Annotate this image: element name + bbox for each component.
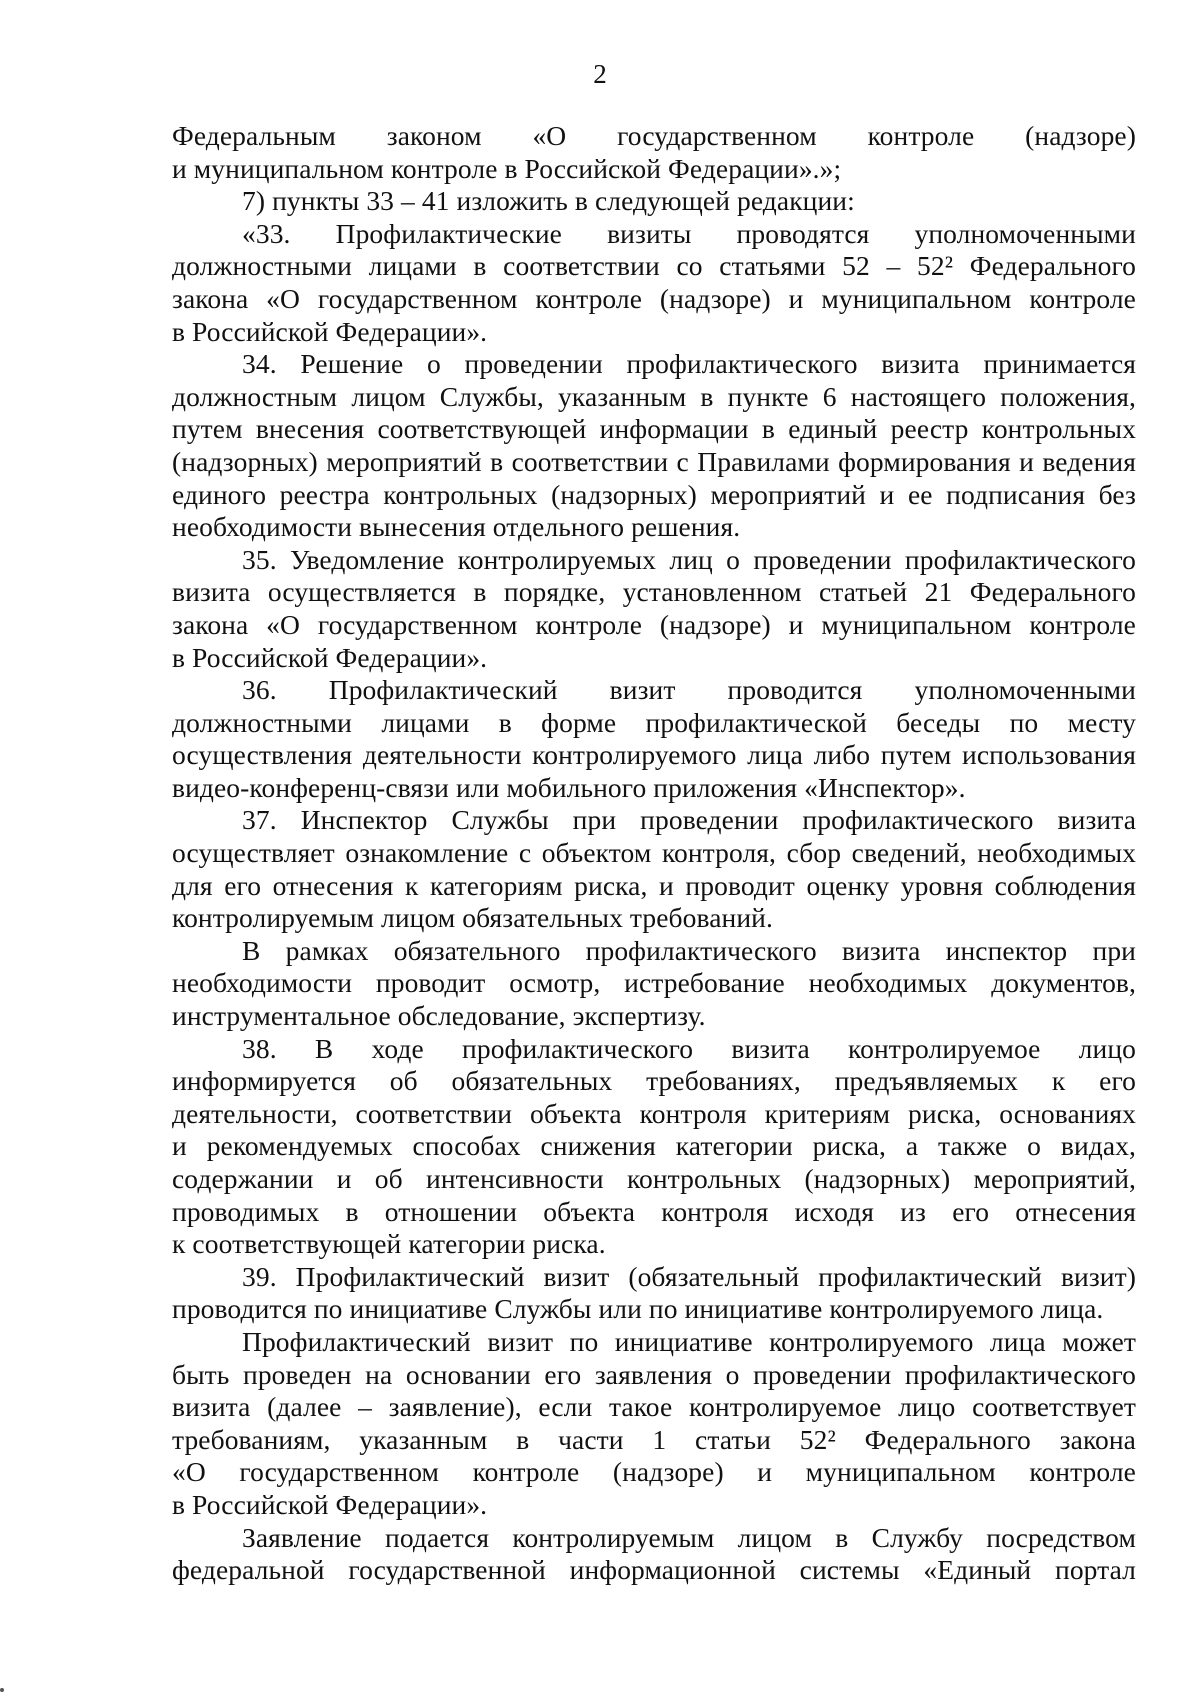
text-line: 36. Профилактический визит проводится уполномоченными <box>242 674 1136 706</box>
text-line: информируется об обязательных требованиях, предъявляемых к его <box>172 1065 1136 1097</box>
text-line: должностным лицом Службы, указанным в пункте 6 настоящего положения, <box>172 380 1136 412</box>
text-line: федеральной государственной информационной системы «Единый портал <box>172 1554 1136 1586</box>
text-line: (надзорных) мероприятий в соответствии с Правилами формирования и ведения <box>172 445 1136 477</box>
text-line: видео-конференц-связи или мобильного приложения «Инспектор». <box>172 771 966 803</box>
text-line: «33. Профилактические визиты проводятся уполномоченными <box>242 217 1136 249</box>
text-line: 35. Уведомление контролируемых лиц о проведении профилактического <box>242 543 1136 575</box>
text-line: должностными лицами в соответствии со статьями 52 – 52² Федерального <box>172 250 1136 282</box>
text-line: единого реестра контрольных (надзорных) мероприятий и ее подписания без <box>172 478 1136 510</box>
text-line: в Российской Федерации». <box>172 641 488 673</box>
text-line: 38. В ходе профилактического визита контролируемое лицо <box>242 1032 1136 1064</box>
text-line: необходимости вынесения отдельного решения. <box>172 511 741 543</box>
page-number: 2 <box>593 59 607 89</box>
text-line: проводимых в отношении объекта контроля исходя из его отнесения <box>172 1195 1136 1227</box>
text-line: 37. Инспектор Службы при проведении профилактического визита <box>242 804 1136 836</box>
text-line: путем внесения соответствующей информации в единый реестр контрольных <box>172 413 1136 445</box>
text-line: проводится по инициативе Службы или по инициативе контролируемого лица. <box>172 1293 1104 1325</box>
text-line: Профилактический визит по инициативе контролируемого лица может <box>242 1325 1136 1357</box>
text-line: В рамках обязательного профилактического визита инспектор при <box>242 934 1136 966</box>
text-line: необходимости проводит осмотр, истребование необходимых документов, <box>172 967 1136 999</box>
text-line: «О государственном контроле (надзоре) и муниципальном контроле <box>172 1456 1136 1488</box>
text-line: 39. Профилактический визит (обязательный профилактический визит) <box>242 1260 1136 1292</box>
text-line: к соответствующей категории риска. <box>172 1228 606 1260</box>
text-line: 34. Решение о проведении профилактического визита принимается <box>242 348 1136 380</box>
text-line: закона «О государственном контроле (надзоре) и муниципальном контроле <box>172 608 1136 640</box>
text-line: визита осуществляется в порядке, установленном статьей 21 Федерального <box>172 576 1136 608</box>
text-line: осуществляет ознакомление с объектом контроля, сбор сведений, необходимых <box>172 837 1136 869</box>
document-body <box>172 120 1136 1587</box>
text-line: контролируемым лицом обязательных требований. <box>172 902 773 934</box>
text-line: инструментальное обследование, экспертизу. <box>172 1000 706 1032</box>
text-line: визита (далее – заявление), если такое контролируемое лицо соответствует <box>172 1391 1136 1423</box>
text-line: в Российской Федерации». <box>172 1488 488 1520</box>
scan-edge-mark <box>0 1688 4 1692</box>
text-line: 7) пункты 33 – 41 изложить в следующей редакции: <box>242 185 855 217</box>
text-line: должностными лицами в форме профилактической беседы по месту <box>172 706 1136 738</box>
text-line: Федеральным законом «О государственном контроле (надзоре) <box>172 120 1136 151</box>
text-line: Заявление подается контролируемым лицом в Службу посредством <box>242 1521 1136 1553</box>
text-line: и рекомендуемых способах снижения категории риска, а также о видах, <box>172 1130 1136 1162</box>
text-line: деятельности, соответствии объекта контроля критериям риска, основаниях <box>172 1097 1136 1129</box>
text-line: и муниципальном контроле в Российской Федерации».»; <box>172 152 842 184</box>
text-line: быть проведен на основании его заявления о проведении профилактического <box>172 1358 1136 1390</box>
text-line: в Российской Федерации». <box>172 315 488 347</box>
text-line: содержании и об интенсивности контрольных (надзорных) мероприятий, <box>172 1163 1136 1194</box>
text-line: для его отнесения к категориям риска, и проводит оценку уровня соблюдения <box>172 869 1136 901</box>
text-line: требованиям, указанным в части 1 статьи 52² Федерального закона <box>172 1423 1136 1455</box>
text-line: осуществления деятельности контролируемого лица либо путем использования <box>172 739 1136 771</box>
text-line: закона «О государственном контроле (надзоре) и муниципальном контроле <box>172 282 1136 314</box>
